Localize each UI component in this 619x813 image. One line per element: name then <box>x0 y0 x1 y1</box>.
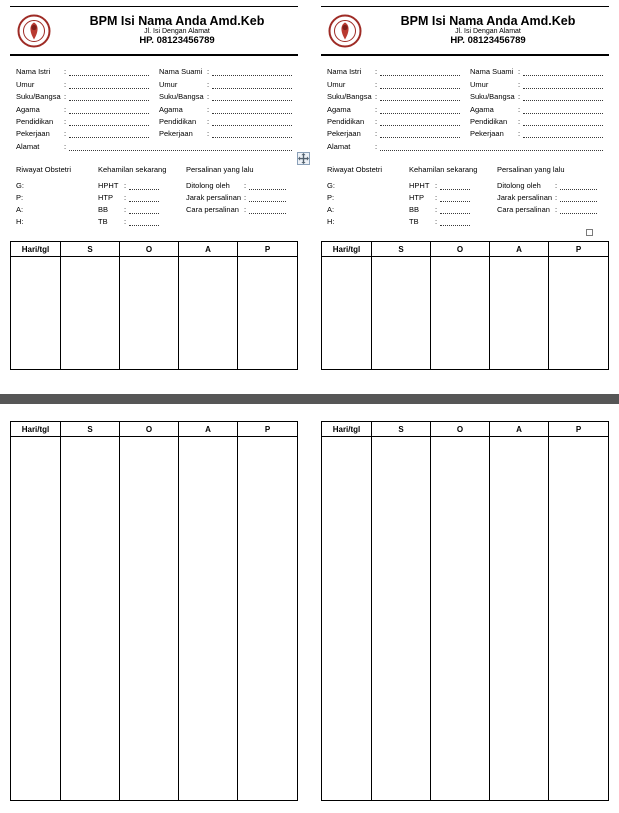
colon: : <box>375 79 378 89</box>
obstetri-item: G: <box>327 180 335 190</box>
fill-in-line <box>523 105 603 114</box>
colon: : <box>375 104 378 114</box>
soap-tables-top <box>0 241 619 370</box>
colon: : <box>375 116 378 126</box>
colon: : <box>64 116 67 126</box>
colon: : <box>555 192 558 202</box>
colon: : <box>207 129 210 139</box>
column-header-date: Hari/tgl <box>322 422 372 436</box>
fill-in-line <box>560 193 597 202</box>
colon: : <box>244 204 247 214</box>
column-header-p: P <box>264 244 271 254</box>
column-header-a: A <box>490 422 549 436</box>
colon: : <box>375 129 378 139</box>
fill-in-line <box>380 129 460 138</box>
field-label: Cara persalinan <box>497 204 550 214</box>
field-label: Pekerjaan <box>327 129 361 139</box>
field-label: Jarak persalinan <box>497 192 553 202</box>
column-header-p: P <box>264 424 271 434</box>
field-label: Alamat <box>327 141 351 151</box>
clinic-name: BPM Isi Nama Anda Amd.Keb <box>89 13 265 28</box>
fill-in-line <box>440 217 470 226</box>
colon: : <box>207 92 210 102</box>
field-label: Pekerjaan <box>159 129 193 139</box>
soap-table-body <box>322 437 608 800</box>
table-column <box>490 257 549 369</box>
patient-form-left <box>10 6 298 227</box>
field-label: Agama <box>16 104 40 114</box>
fill-in-line <box>212 80 292 89</box>
field-row <box>327 127 605 139</box>
field-label: Ditolong oleh <box>186 180 230 190</box>
obstetri-item: P: <box>327 192 335 202</box>
fill-in-line <box>212 129 292 138</box>
fill-in-line <box>380 117 460 126</box>
field-label: HPHT <box>98 180 119 190</box>
field-label: Umur <box>327 79 346 89</box>
obstetri-item: A: <box>16 204 24 214</box>
clinic-address: Jl. Isi Dengan Alamat <box>455 28 521 36</box>
current-pregnancy-col <box>409 165 497 227</box>
forms-row <box>0 0 619 227</box>
colon: : <box>64 104 67 114</box>
field-row <box>327 102 605 114</box>
field-label: Umur <box>16 79 35 89</box>
column-header-s: S <box>61 242 120 256</box>
soap-table-header <box>322 242 608 257</box>
field-label: HTP <box>98 192 113 202</box>
field-label: Nama Suami <box>159 67 203 77</box>
column-header-s: S <box>372 422 431 436</box>
table-column <box>238 437 297 800</box>
fill-in-line <box>523 80 603 89</box>
colon: : <box>64 79 67 89</box>
field-label: Agama <box>327 104 351 114</box>
field-label: Pendidikan <box>470 116 508 126</box>
field-label: Pendidikan <box>16 116 54 126</box>
field-label: Suku/Bangsa <box>470 92 515 102</box>
past-delivery-col <box>186 165 294 227</box>
obstetri-history-col <box>327 165 409 227</box>
table-column <box>372 257 431 369</box>
fill-in-line <box>440 193 470 202</box>
fill-in-line <box>129 217 159 226</box>
field-row <box>16 102 294 114</box>
fill-in-line <box>523 117 603 126</box>
colon: : <box>64 141 67 151</box>
colon: : <box>555 180 558 190</box>
fill-in-line <box>69 117 149 126</box>
fill-in-line <box>212 67 292 76</box>
field-row <box>327 90 605 102</box>
field-label: Ditolong oleh <box>497 180 541 190</box>
soap-table-header <box>11 422 297 437</box>
colon: : <box>207 79 210 89</box>
table-column <box>238 257 297 369</box>
fill-in-line <box>440 181 470 190</box>
obstetri-item: G: <box>16 180 24 190</box>
field-label: TB <box>98 216 108 226</box>
column-header-o: O <box>120 242 179 256</box>
section-title: Kehamilan sekarang <box>409 164 478 174</box>
field-row <box>16 127 294 139</box>
colon: : <box>124 192 127 202</box>
field-row-alamat <box>327 139 605 151</box>
obstetri-item: H: <box>16 216 24 226</box>
fill-in-line <box>380 142 603 151</box>
soap-tables-bottom <box>0 421 619 801</box>
colon: : <box>124 204 127 214</box>
field-row <box>327 65 605 77</box>
column-header-p: P <box>575 424 582 434</box>
soap-table-bottom-right <box>321 421 609 801</box>
field-label: HTP <box>409 192 424 202</box>
obstetri-section <box>321 165 609 227</box>
fill-in-line <box>523 67 603 76</box>
field-row <box>16 65 294 77</box>
column-header-p: P <box>575 244 582 254</box>
colon: : <box>244 192 247 202</box>
field-label: Agama <box>159 104 183 114</box>
table-column <box>431 257 490 369</box>
fill-in-line <box>380 92 460 101</box>
letterhead-text <box>369 14 607 47</box>
letterhead <box>321 6 609 56</box>
fill-in-line <box>69 67 149 76</box>
colon: : <box>555 204 558 214</box>
fill-in-line <box>129 205 159 214</box>
fill-in-line <box>523 92 603 101</box>
column-header-a: A <box>179 242 238 256</box>
column-header-a: A <box>490 242 549 256</box>
soap-table-header <box>322 422 608 437</box>
table-column <box>179 257 238 369</box>
colon: : <box>435 180 438 190</box>
fill-in-line <box>560 205 597 214</box>
colon: : <box>207 67 210 77</box>
section-title: Kehamilan sekarang <box>98 164 167 174</box>
field-label: Agama <box>470 104 494 114</box>
column-header-date: Hari/tgl <box>11 242 61 256</box>
current-pregnancy-col <box>98 165 186 227</box>
table-column <box>11 257 61 369</box>
colon: : <box>375 92 378 102</box>
obstetri-item: A: <box>327 204 335 214</box>
obstetri-section <box>10 165 298 227</box>
section-title: Persalinan yang lalu <box>186 164 254 174</box>
field-row <box>16 77 294 89</box>
fill-in-line <box>380 80 460 89</box>
column-header-o: O <box>431 422 490 436</box>
past-delivery-col <box>497 165 605 227</box>
field-label: Suku/Bangsa <box>159 92 204 102</box>
table-column <box>120 437 179 800</box>
soap-table-body <box>11 257 297 369</box>
section-title: Persalinan yang lalu <box>497 164 565 174</box>
table-move-handle-icon[interactable] <box>297 152 310 165</box>
clinic-phone: HP. 08123456789 <box>450 35 526 47</box>
column-header-s: S <box>61 422 120 436</box>
patient-form-right <box>321 6 609 227</box>
colon: : <box>64 92 67 102</box>
table-column <box>431 437 490 800</box>
soap-table-top-left <box>10 241 298 370</box>
column-header-date: Hari/tgl <box>322 242 372 256</box>
column-header-o: O <box>431 242 490 256</box>
soap-table-body <box>322 257 608 369</box>
fill-in-line <box>440 205 470 214</box>
table-column <box>549 257 608 369</box>
biodata-fields <box>10 65 298 152</box>
soap-table-body <box>11 437 297 800</box>
fill-in-line <box>212 105 292 114</box>
field-row <box>327 115 605 127</box>
field-label: Pekerjaan <box>16 129 50 139</box>
colon: : <box>64 129 67 139</box>
colon: : <box>518 116 521 126</box>
colon: : <box>518 104 521 114</box>
colon: : <box>207 116 210 126</box>
fill-in-line <box>129 181 159 190</box>
fill-in-line <box>380 67 460 76</box>
table-column <box>322 257 372 369</box>
colon: : <box>518 129 521 139</box>
field-label: Nama Istri <box>327 67 362 77</box>
page-break-divider <box>0 394 619 404</box>
colon: : <box>435 192 438 202</box>
table-column <box>61 257 120 369</box>
colon: : <box>207 104 210 114</box>
colon: : <box>124 216 127 226</box>
section-title: Riwayat Obstetri <box>16 164 72 174</box>
field-row <box>16 115 294 127</box>
table-column <box>61 437 120 800</box>
clinic-address: Jl. Isi Dengan Alamat <box>144 28 210 36</box>
table-column <box>120 257 179 369</box>
colon: : <box>518 79 521 89</box>
table-column <box>179 437 238 800</box>
letterhead-text <box>58 14 296 47</box>
field-label: TB <box>409 216 419 226</box>
field-label: Nama Istri <box>16 67 51 77</box>
colon: : <box>64 67 67 77</box>
field-label: Umur <box>159 79 178 89</box>
field-label: BB <box>409 204 420 214</box>
biodata-fields <box>321 65 609 152</box>
fill-in-line <box>523 129 603 138</box>
colon: : <box>518 92 521 102</box>
field-label: Pekerjaan <box>470 129 504 139</box>
fill-in-line <box>69 129 149 138</box>
obstetri-item: P: <box>16 192 24 202</box>
field-label: BB <box>98 204 109 214</box>
fill-in-line <box>249 193 286 202</box>
table-column <box>490 437 549 800</box>
section-title: Riwayat Obstetri <box>327 164 383 174</box>
letterhead <box>10 6 298 56</box>
field-row <box>16 90 294 102</box>
soap-table-header <box>11 242 297 257</box>
column-header-o: O <box>120 422 179 436</box>
clinic-phone: HP. 08123456789 <box>139 35 215 47</box>
colon: : <box>244 180 247 190</box>
soap-table-top-right <box>321 241 609 370</box>
field-label: Suku/Bangsa <box>327 92 372 102</box>
obstetri-item: H: <box>327 216 335 226</box>
clinic-name: BPM Isi Nama Anda Amd.Keb <box>400 13 576 28</box>
colon: : <box>518 67 521 77</box>
fill-in-line <box>69 142 292 151</box>
clinic-emblem-icon <box>327 14 363 48</box>
table-column <box>372 437 431 800</box>
fill-in-line <box>249 205 286 214</box>
fill-in-line <box>380 105 460 114</box>
colon: : <box>124 180 127 190</box>
table-column <box>11 437 61 800</box>
anchor-marker <box>586 229 593 236</box>
colon: : <box>435 216 438 226</box>
table-column <box>549 437 608 800</box>
table-column <box>322 437 372 800</box>
field-label: Cara persalinan <box>186 204 239 214</box>
colon: : <box>375 141 378 151</box>
fill-in-line <box>69 105 149 114</box>
obstetri-history-col <box>16 165 98 227</box>
fill-in-line <box>249 181 286 190</box>
field-label: Alamat <box>16 141 40 151</box>
fill-in-line <box>560 181 597 190</box>
field-label: Umur <box>470 79 489 89</box>
clinic-emblem-icon <box>16 14 52 48</box>
field-label: Nama Suami <box>470 67 514 77</box>
field-label: Pendidikan <box>159 116 197 126</box>
fill-in-line <box>212 117 292 126</box>
field-label: Jarak persalinan <box>186 192 242 202</box>
column-header-s: S <box>372 242 431 256</box>
field-label: HPHT <box>409 180 430 190</box>
soap-table-bottom-left <box>10 421 298 801</box>
fill-in-line <box>212 92 292 101</box>
column-header-a: A <box>179 422 238 436</box>
fill-in-line <box>69 92 149 101</box>
field-label: Suku/Bangsa <box>16 92 61 102</box>
field-row-alamat <box>16 139 294 151</box>
column-header-date: Hari/tgl <box>11 422 61 436</box>
field-label: Pendidikan <box>327 116 365 126</box>
colon: : <box>375 67 378 77</box>
field-row <box>327 77 605 89</box>
fill-in-line <box>129 193 159 202</box>
colon: : <box>435 204 438 214</box>
fill-in-line <box>69 80 149 89</box>
